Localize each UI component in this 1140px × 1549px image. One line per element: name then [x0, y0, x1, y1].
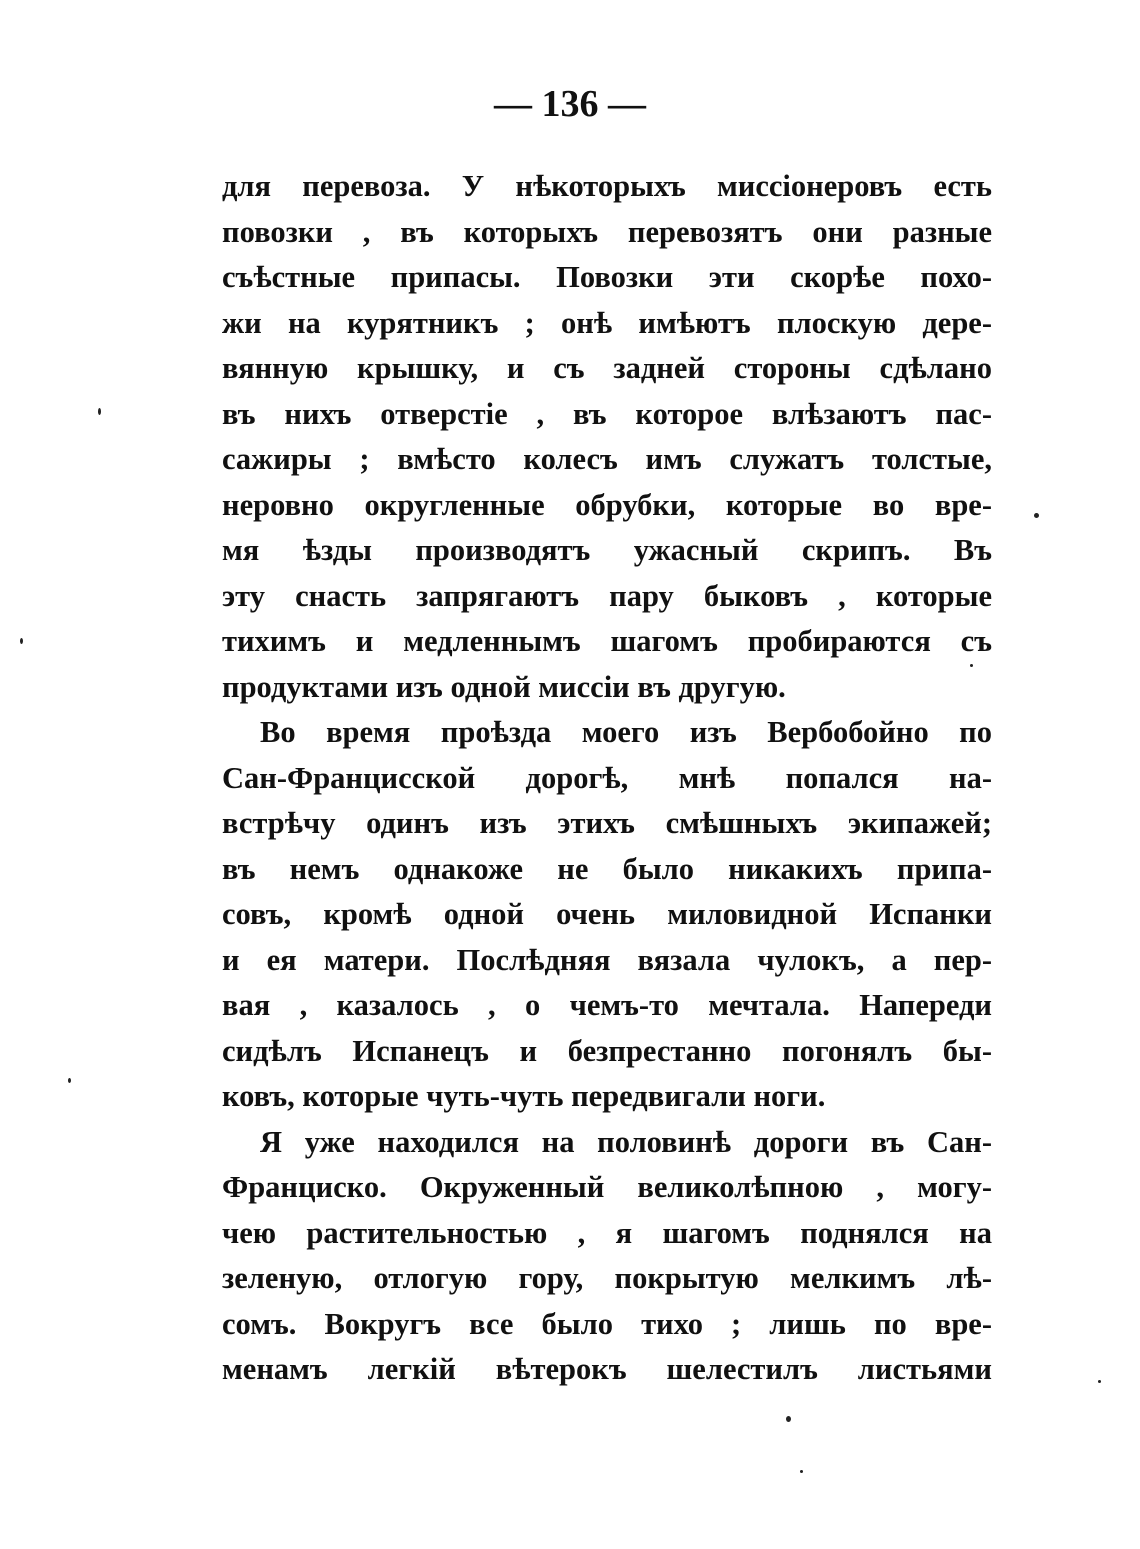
text-line: въ немъ однакоже не было никакихъ припа- [222, 851, 992, 886]
text-line: жи на курятникъ ; онѣ имѣютъ плоскую дере- [222, 305, 992, 340]
page-number: — 136 — [494, 83, 646, 125]
body-text [222, 164, 992, 1393]
text-line: Во время проѣзда моего изъ Вербобойно по [260, 715, 992, 749]
text-line: повозки , въ которыхъ перевозятъ они разные [222, 214, 992, 249]
text-line: встрѣчу одинъ изъ этихъ смѣшныхъ экипажей; [222, 806, 992, 840]
text-line: неровно округленные обрубки, которые во вре- [222, 487, 992, 522]
text-line: Сан-Францисской дорогѣ, мнѣ попался на- [222, 760, 992, 795]
scan-speck [970, 664, 973, 667]
text-line: чею растительностью , я шагомъ поднялся на [222, 1215, 992, 1250]
text-line: менамъ легкій вѣтерокъ шелестилъ листьями [222, 1352, 992, 1386]
text-line: зеленую, отлогую гору, покрытую мелкимъ лѣ- [222, 1261, 992, 1295]
text-line: ковъ, которые чуть-чуть передвигали ноги. [222, 1079, 826, 1113]
text-line: эту снасть запрягаютъ пару быковъ , которые [222, 578, 992, 613]
text-line: въ нихъ отверстіе , въ которое влѣзаютъ пас- [222, 396, 992, 431]
text-line: сажиры ; вмѣсто колесъ имъ служатъ толстые, [222, 442, 992, 476]
scan-speck [98, 408, 101, 415]
text-line: продуктами изъ одной миссіи въ другую. [222, 669, 786, 704]
scan-speck [1098, 1380, 1101, 1383]
text-line: сидѣлъ Испанецъ и безпрестанно погонялъ бы- [222, 1033, 992, 1068]
scan-speck [20, 638, 23, 644]
scan-speck [68, 1078, 71, 1083]
text-line: мя ѣзды производятъ ужасный скрипъ. Въ [222, 533, 992, 567]
text-line: Я уже находился на половинѣ дороги въ Сан- [260, 1124, 992, 1159]
text-line: и ея матери. Послѣдняя вязала чулокъ, а пер- [222, 942, 992, 977]
scan-speck [1034, 513, 1039, 518]
text-line: съѣстные припасы. Повозки эти скорѣе похо- [222, 260, 992, 294]
text-line: совъ, кромѣ одной очень миловидной Испанки [222, 897, 992, 931]
text-line: тихимъ и медленнымъ шагомъ пробираются съ [222, 624, 992, 658]
scan-speck [800, 1470, 803, 1473]
scan-speck [786, 1416, 791, 1422]
text-line: вянную крышку, и съ задней стороны сдѣлано [222, 351, 992, 385]
text-line: вая , казалось , о чемъ-то мечтала. Напереди [222, 988, 992, 1022]
text-line: Франциско. Окруженный великолѣпною , могу- [222, 1170, 992, 1204]
text-line: сомъ. Вокругъ все было тихо ; лишь по вре- [222, 1306, 992, 1341]
text-line: для перевоза. У нѣкоторыхъ миссіонеровъ есть [222, 169, 992, 203]
